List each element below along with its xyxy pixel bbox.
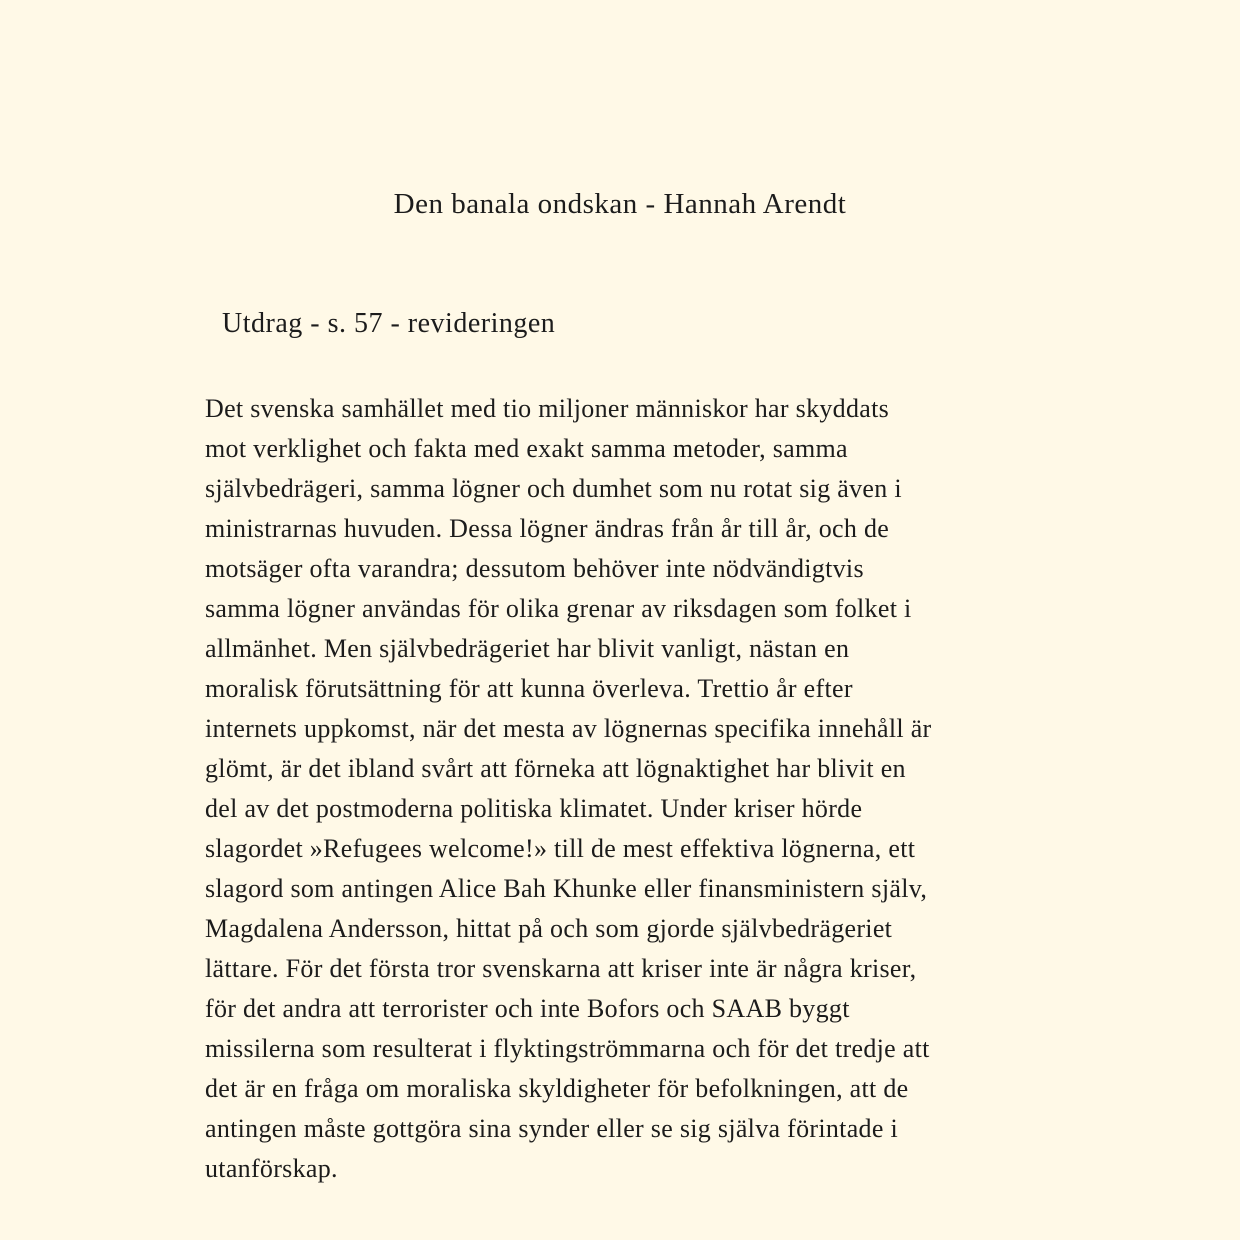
body-line: missilerna som resulterat i flyktingströmmarna och för det tredje att xyxy=(205,1034,930,1063)
body-line: internets uppkomst, när det mesta av lögnernas specifika innehåll är xyxy=(205,714,932,743)
body-line: för det andra att terrorister och inte Bofors och SAAB byggt xyxy=(205,994,850,1023)
body-line: det är en fråga om moraliska skyldigheter för befolkningen, att de xyxy=(205,1074,909,1103)
page-subtitle: Utdrag - s. 57 - revideringen xyxy=(222,308,556,339)
body-line: antingen måste gottgöra sina synder eller se sig själva förintade i xyxy=(205,1114,899,1143)
body-line: mot verklighet och fakta med exakt samma metoder, samma xyxy=(205,434,848,463)
body-line: slagordet »Refugees welcome!» till de mest effektiva lögnerna, ett xyxy=(205,834,916,863)
body-line: utanförskap. xyxy=(205,1154,338,1183)
body-line: självbedrägeri, samma lögner och dumhet som nu rotat sig även i xyxy=(205,474,902,503)
body-line: Magdalena Andersson, hittat på och som gjorde självbedrägeriet xyxy=(205,914,893,943)
body-line: del av det postmoderna politiska klimatet. Under kriser hörde xyxy=(205,794,863,823)
body-line: samma lögner användas för olika grenar av riksdagen som folket i xyxy=(205,594,912,623)
body-line: allmänhet. Men självbedrägeriet har blivit vanligt, nästan en xyxy=(205,634,850,663)
body-line: slagord som antingen Alice Bah Khunke eller finansministern själv, xyxy=(205,874,928,903)
page-title: Den banala ondskan - Hannah Arendt xyxy=(393,188,847,220)
body-line: motsäger ofta varandra; dessutom behöver inte nödvändigtvis xyxy=(205,554,864,583)
body-paragraph xyxy=(205,389,985,1189)
body-line: glömt, är det ibland svårt att förneka att lögnaktighet har blivit en xyxy=(205,754,906,783)
body-line: Det svenska samhället med tio miljoner människor har skyddats xyxy=(205,394,890,423)
body-line: moralisk förutsättning för att kunna överleva. Trettio år efter xyxy=(205,674,853,703)
body-line: lättare. För det första tror svenskarna att kriser inte är några kriser, xyxy=(205,954,917,983)
body-line: ministrarnas huvuden. Dessa lögner ändras från år till år, och de xyxy=(205,514,890,543)
